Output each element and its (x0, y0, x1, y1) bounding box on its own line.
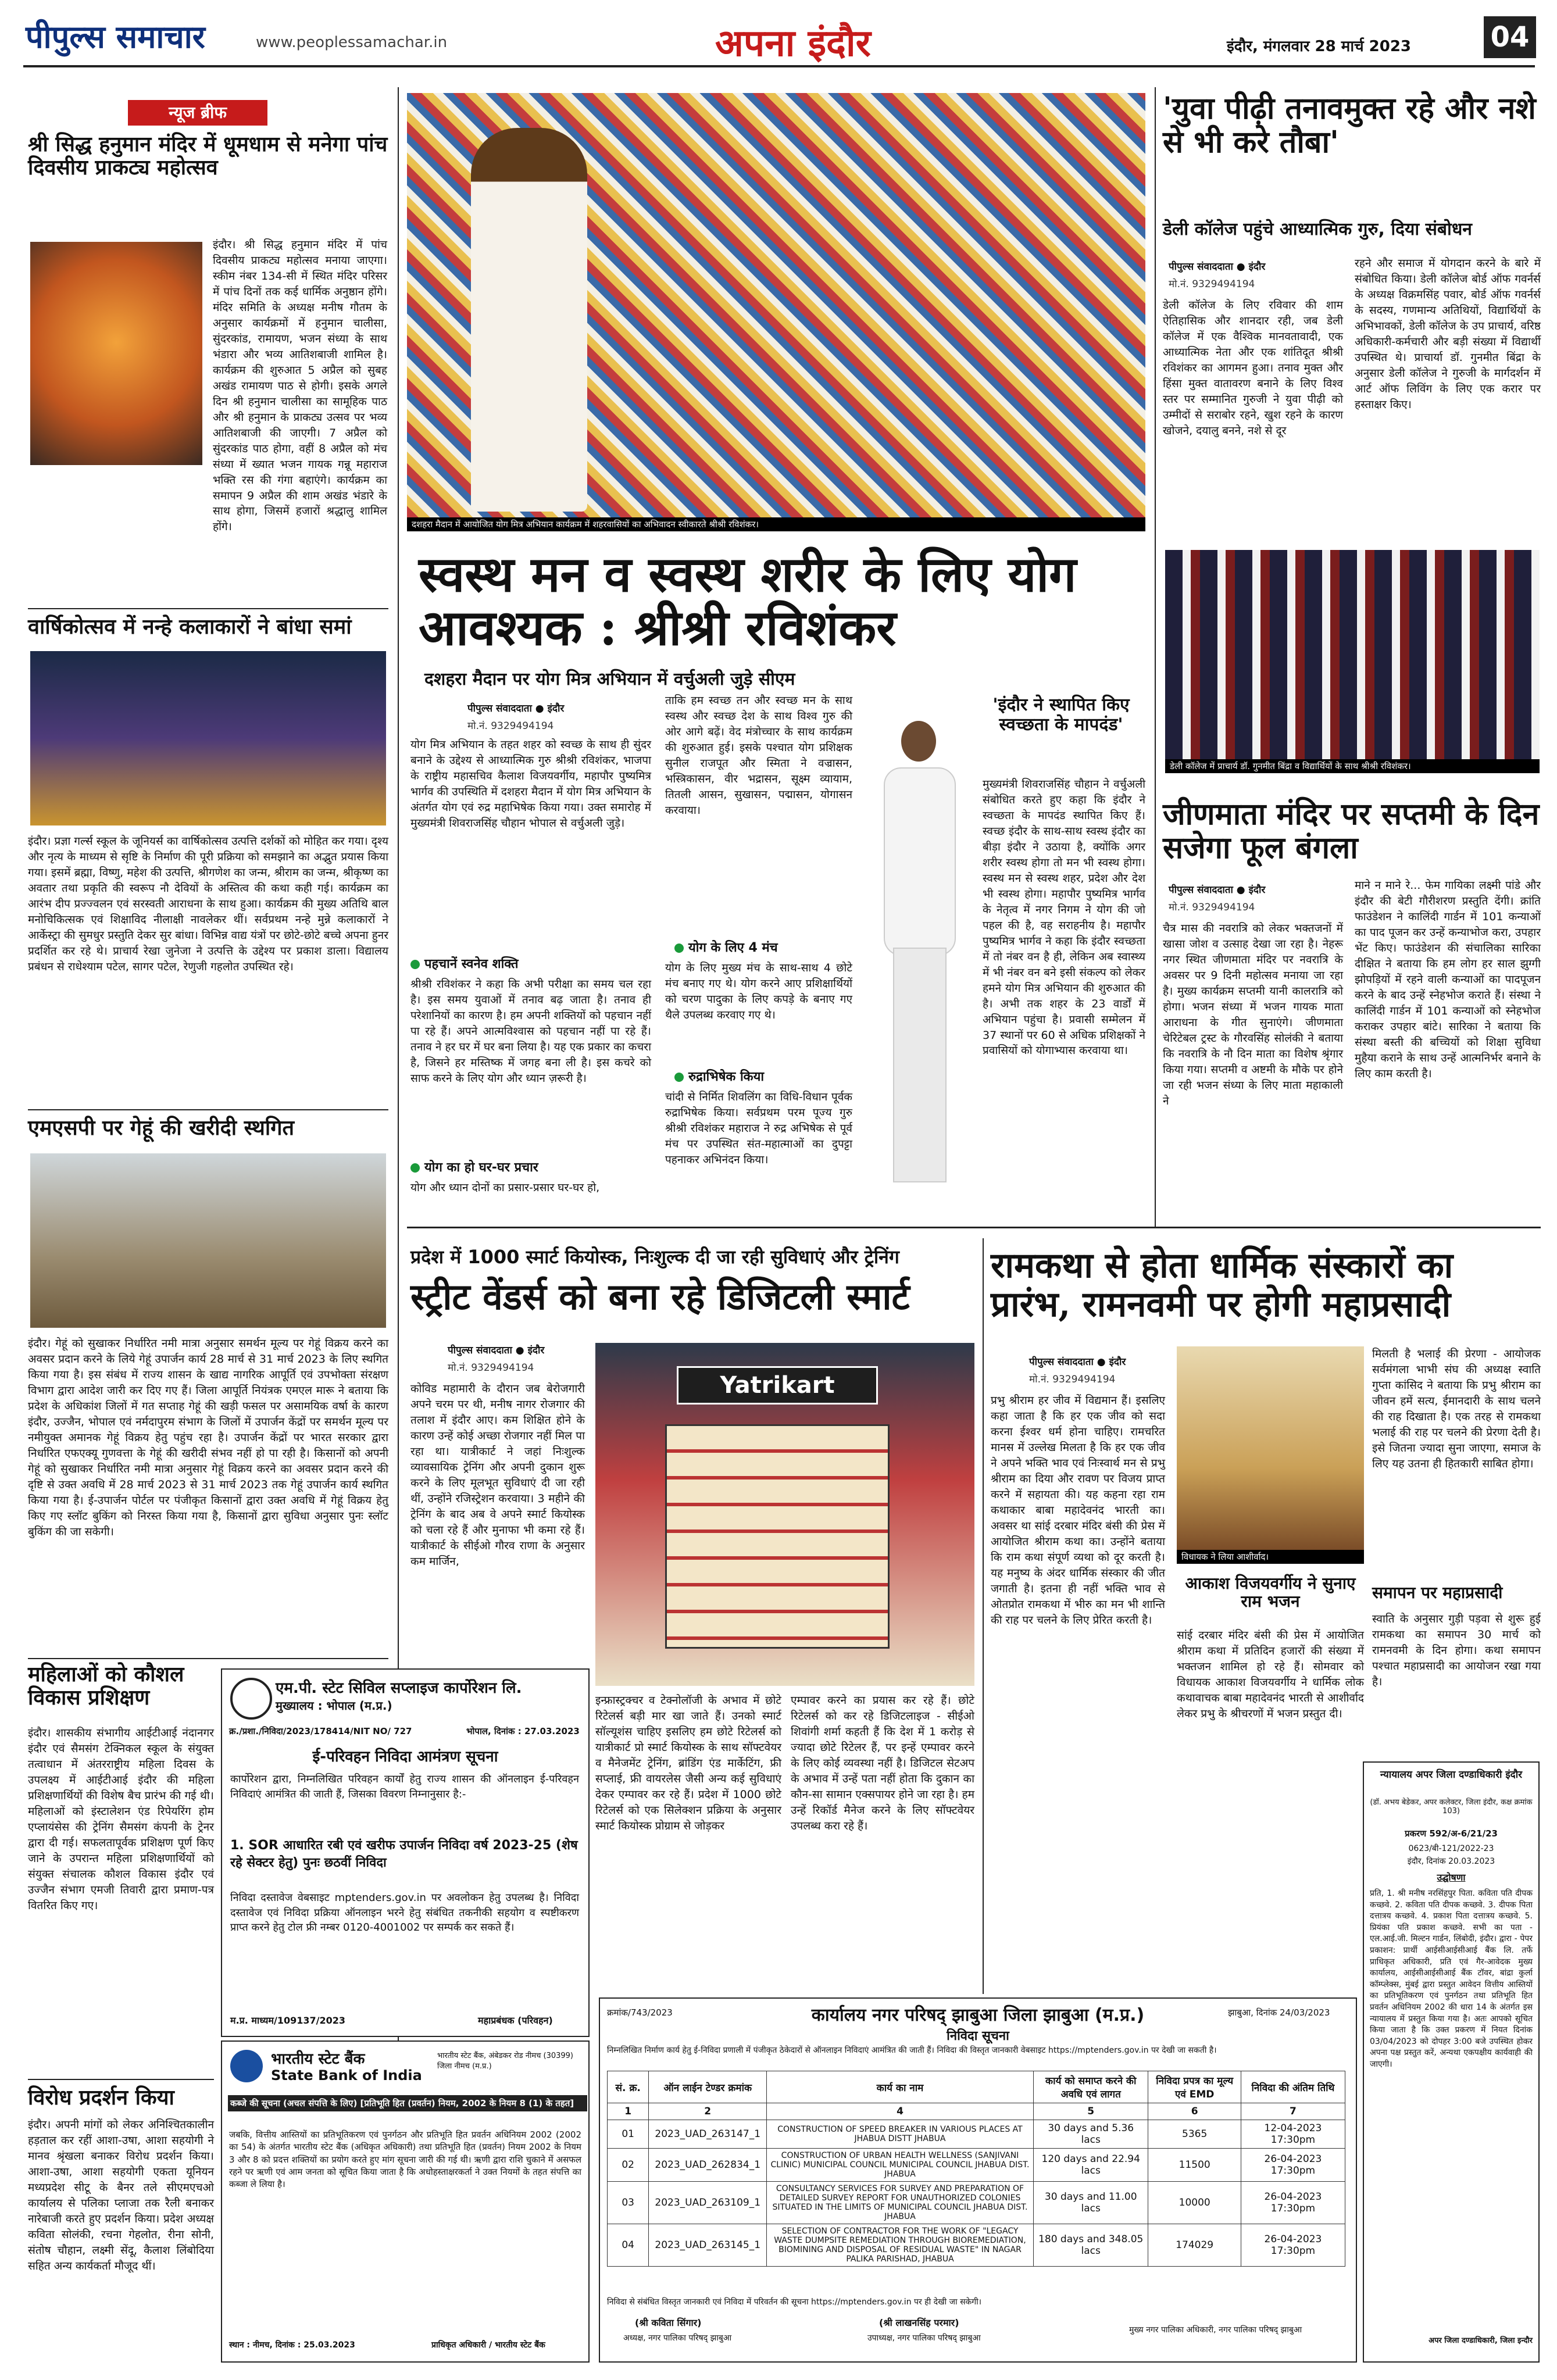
court-case-no: 0623/बी-121/2022-23 (1408, 1844, 1494, 1853)
divider (28, 1658, 388, 1659)
pull-quote: 'इंदौर ने स्थापित किए स्वच्छता के मापदंड' (992, 695, 1130, 735)
court-case: प्रकरण 592/अ-6/21/23 (1405, 1828, 1498, 1839)
ramkatha-byline: पीपुल्स संवाददाता ● इंदौर (1029, 1356, 1126, 1368)
masthead-rule (23, 65, 1535, 67)
page-number: 04 (1484, 16, 1536, 58)
cell-tender: 2023_UAD_263145_1 (649, 2224, 767, 2267)
jhabua-ref: क्रमांक/743/2023 (607, 2007, 673, 2018)
divider (28, 1109, 388, 1110)
court-address: (डॉ. अभय बेडेकर, अपर कलेक्टर, जिला इंदौर, कक्ष क्रमांक 103) (1370, 1798, 1533, 1816)
brief-2-body: इंदौर। प्रज्ञा गर्ल्स स्कूल के जूनियर्स का वार्षिकोत्सव उत्पत्ति दर्शकों को मोहित कर गया। दृश्य और नृत्य के माध्यम से सृष्टि के निर्माण की पूरी प्रक्रिया को समझाने का अद्भुत प्रयास किया गया। इसमें ब्रह्मा, विष्णु, महेश की उत्पत्ति, श्रीगणेश का जन्म, श्रीराम का जन्म, श्रीकृष्ण का अवतार तथा प्रकृति की स्वरूप नौ देवियों के अस्तित्व की कथा कही गई। कार्यक्रम का आरंभ दीप प्रज्ज्वलन एवं सरस्वती आराधना के साथ हुआ। कार्यक्रम की मुख्य अतिथि बाल मनोचिकित्सक एवं शिक्षाविद नीलाक्षी नावलेकर थीं। सर्वप्रथम नन्हे मुन्ने कलाकारों ने आर्केस्ट्रा की सुमधुर प्रस्तुति देकर सुर बांधा। विभिन्न वाद्य यंत्रों पर छोटे-छोटे बच्चे अपना हुनर प्रदर्शित कर रहे थे। प्राचार्य रेखा जुनेजा ने उत्पत्ति के उद्देश्य पर प्रकाश डाला। विद्यालय प्रबंधन से राधेश्याम पटेल, सागर पटेल, रेणुजी गहलोत उपस्थित रहे। (28, 835, 388, 973)
yuva-headline: 'युवा पीढ़ी तनावमुक्त रहे और नशे से भी करे तौबा' (1163, 91, 1536, 160)
jhabua-sign1-name: (श्री कविता सिंगार) (635, 2317, 702, 2328)
divider (28, 2079, 214, 2080)
court-notice-ad (1363, 1761, 1540, 2363)
court-text: प्रति, 1. श्री मनीष नरसिंहपुर पिता. कविता पति दीपक कच्छवे. 2. कविता पति दीपक कच्छवे. 3. दीपक पिता दत्तात्रय कच्छवे. 4. प्रकाश पिता दत्तात्रय कच्छवे. 5. प्रियंका पति प्रकाश कच्छवे. सभी का पता - एल.आई.जी. मिल्टन गार्डन, लिंबोदी, इंदौर। द्वारा - पेपर प्रकाशन: प्रार्थी आईसीआईसीआई बैंक लि. तर्फे प्राधिकृत अधिकारी, प्रति एवं गैर-आवेदक मुख्य कार्यालय, आईसीआईसीआई बैंक टॉवर, बांद्रा कुर्ला कॉम्प्लेक्स, मुंबई द्वारा प्रस्तुत आवेदन वित्तीय आस्तियों का प्रतिभूतिकरण एवं पुनर्गठन तथा प्रतिभूति हित प्रवर्तन अधिनियम 2002 की धारा 14 के अंतर्गत इस न्यायालय में प्रस्तुत किया गया है। अतः आपको सूचित किया जाता है कि उक्त प्रकरण में नियत दिनांक 03/04/2023 को दोपहर 3:00 बजे उपस्थित होकर अपना पक्ष प्रस्तुत करें, अन्यथा एकपक्षीय कार्यवाही की जाएगी। (1370, 1889, 1533, 2069)
lead-sub1 (410, 955, 519, 972)
sbi-footer: स्थान : नीमच, दिनांक : 25.03.2023 (229, 2340, 355, 2350)
cell-sn: 02 (608, 2149, 649, 2182)
lead-sub3-text: योग के लिए 4 मंच (688, 941, 778, 955)
yoga-pose-figure (860, 715, 977, 1192)
col-header: कार्य का नाम (767, 2071, 1034, 2103)
cell-work: CONSTRUCTION OF URBAN HEALTH WELLNESS (SANJIVANI CLINIC) MUNICIPAL COUNCIL MUNICIPAL COUNCIL JHABUA DIST. JHABUA (767, 2149, 1034, 2182)
jeen-col1: चैत्र मास की नवरात्रि को लेकर भक्तजनों में खासा जोश व उत्साह देखा जा रहा है। नेहरू नगर स्थित जीणमाता मंदिर पर नवरात्रि के अवसर पर 9 दिनी महोत्सव मनाया जा रहा है। मुख्य कार्यक्रम सप्तमी यानी कालरात्रि को होगा। भजन संध्या में भजन गायक माता आराधना के गीत सुनाएंगे। जीणमाता चेरिटेबल ट्रस्ट के गौरवसिंह सोलंकी ने बताया कि नवरात्रि के नौ दिन माता का विशेष श्रृंगार किया गया। सप्तमी व अष्टमी के मौके पर होने जा रही भजन संध्या के लिए माता महाकाली ने (1163, 922, 1343, 1107)
mpscsc-footer-right: महाप्रबंधक (परिवहन) (478, 2015, 553, 2026)
col-header: निविदा की अंतिम तिथि (1241, 2071, 1345, 2103)
masthead (0, 0, 1557, 70)
lead-sub2 (410, 1158, 538, 1175)
lead-col3: मुख्यमंत्री शिवराजसिंह चौहान ने वर्चुअली संबोधित करते हुए कहा कि इंदौर ने स्वच्छता के मापदंड स्थापित किए हैं। स्वच्छ इंदौर के साथ-साथ स्वस्थ इंदौर का बीड़ा इंदौर ने उठाया है, क्योंकि अगर शरीर स्वस्थ होगा तो मन भी स्वस्थ होगा। स्वस्थ मन से स्वस्थ शहर, प्रदेश और देश भी स्वस्थ होगा। महापौर पुष्यमित्र भार्गव के नेतृत्व में नगर निगम ने योग की जो पहल की है, वह सराहनीय है। महापौर पुष्यमित्र भार्गव ने कहा कि इंदौर स्वच्छता में तो नंबर वन है ही, लेकिन अब स्वास्थ्य में भी नंबर वन बने इसी संकल्प को लेकर हमने योग मित्र अभियान की शुरुआत की है। अभी तक शहर के 23 वार्डों में अभियान पहुंचा है। प्रवासी सम्मेलन में 37 स्थानों पर 60 से अधिक प्रशिक्षकों ने प्रवासियों को योगाभ्यास करवाया था। (983, 778, 1145, 1057)
mpscsc-text2: निविदा दस्तावेज वेबसाइट mptenders.gov.in पर अवलोकन हेतु उपलब्ध है। निविदा दस्तावेज एवं निविदा प्रक्रिया ऑनलाइन भरने हेतु संबंधित तकनीकी सहयोग व स्पष्टीकरण प्राप्त करने हेतु टोल फ्री नम्बर 0120-4001002 पर सम्पर्क कर सकते हैं। (230, 1892, 579, 1934)
news-brief-label: न्यूज ब्रीफ (128, 100, 267, 126)
cell-date: 26-04-2023 17:30pm (1241, 2224, 1345, 2267)
cell-emd: 10000 (1148, 2182, 1241, 2224)
hanuman-idol-photo (30, 242, 202, 465)
jhabua-tender-ad (599, 1997, 1357, 2363)
sbi-notice-ad (221, 2040, 590, 2363)
cell-date: 26-04-2023 17:30pm (1241, 2182, 1345, 2224)
kiosk-mobile: मो.नं. 9329494194 (448, 1362, 534, 1374)
figure-head (901, 721, 936, 762)
jhabua-table-wrap (607, 2071, 1345, 2267)
kiosk-sign: Yatrikart (677, 1366, 878, 1405)
brief-4-body: इंदौर। शासकीय संभागीय आईटीआई नंदानगर इंदौर एवं सैमसंग टेक्निकल स्कूल के संयुक्त तत्वाधान में अंतरराष्ट्रीय महिला दिवस के उपलक्ष्य में आईटीआई इंदौर की महिला प्रशिक्षणार्थियों की विशेष बैच प्रारंभ की गई थी। महिलाओं को इंस्टालेशन एंड रिपेयरिंग होम एप्लायंसेस की ट्रेनिंग सैमसंग कंपनी के ट्रेनर द्वारा दी गई। सफलतापूर्वक प्रशिक्षण पूर्ण किए जाने के उपरान्त महिला प्रशिक्षणार्थियों को संयुक्त संचालक कौशल विकास इंदौर एवं उज्जैन संभाग एमजी तिवारी द्वारा प्रमाण-पत्र वितरित किए गए। (28, 1727, 214, 1912)
col-header: निविदा प्रपत्र का मूल्य एवं EMD (1148, 2071, 1241, 2103)
lead-mobile: मो.नं. 9329494194 (467, 720, 554, 732)
col-header: कार्य को समाप्त करने की अवधि एवं लागत (1033, 2071, 1148, 2103)
kiosk-col3: एम्पावर करने का प्रयास कर रहे हैं। छोटे रिटेलर्स को कर रहे डिजिटलाइज - सीईओ शिवांगी शर्मा कहती हैं कि देश में 1 करोड़ से ज्यादा छोटे रिटेलर हैं, पर इन्हें एम्पावर करने के लिए कोई व्यवस्था नहीं है। डिजिटल सेटअप के अभाव में उन्हें पता नहीं होता कि दुकान का कौन-सा सामान एक्सपायर होने जा रहा है। हम उन्हें रिकॉर्ड मैनेज करने के लिए सॉफ्टवेयर उपलब्ध करा रहे हैं। (791, 1694, 974, 1832)
brief-5-body: इंदौर। अपनी मांगों को लेकर अनिश्चितकालीन हड़ताल कर रहीं आशा-उषा, आशा सहयोगी ने मानव श्रृंखला बनाकर विरोध प्रदर्शन किया। आशा-उषा, आशा सहयोगी एकता यूनियन मध्यप्रदेश सीटू के बैनर तले सीएमएचओ कार्यालय से पलिका प्लाजा तक रैली बनाकर नारेबाजी करते हुए प्रदर्शन किया। प्रदेश अध्यक्ष कविता सोलंकी, रचना गेहलोत, रीना सोनी, संतोष चौहान, लक्ष्मी सेंदू, कैलाश लिंबोदिया सहित अन्य कार्यकर्ता मौजूद थीं। (28, 2118, 214, 2272)
kiosk-headline: स्ट्रीट वेंडर्स को बना रहे डिजिटली स्मार्ट (410, 1275, 910, 1318)
cell-date: 26-04-2023 17:30pm (1241, 2149, 1345, 2182)
jhabua-intro: निम्नलिखित निर्माण कार्य हेतु ई-निविदा प्रणाली में पंजीकृत ठेकेदारों से ऑनलाइन निविदाएं आमंत्रित की जाती हैं। निविदा की विस्तृत जानकारी वेबसाइट https://mptenders.gov.in पर देखी जा सकती है। (607, 2046, 1217, 2055)
kiosk-byline: पीपुल्स संवाददाता ● इंदौर (448, 1345, 545, 1356)
yuva-mobile: मो.नं. 9329494194 (1169, 278, 1255, 290)
bullet-icon (674, 1073, 684, 1082)
jhabua-sign3-role: मुख्य नगर पालिका अधिकारी, नगर पालिका परिषद् झाबुआ (1129, 2325, 1302, 2335)
lead-col2c: चांदी से निर्मित शिवलिंग का विधि-विधान पूर्वक रुद्राभिषेक किया। सर्वप्रथम परम पूज्य गुरु श्रीश्री रविशंकर महाराज ने रुद्र अभिषेक से पूर्व मंच पर उपस्थित संत-महात्माओं का दुपट्टा पहनाकर अभिनंदन किया। (665, 1091, 852, 1166)
cell-period: 30 days and 5.36 lacs (1033, 2120, 1148, 2149)
jhabua-sign2-name: (श्री लाखनसिंह परमार) (879, 2317, 959, 2328)
table-row (608, 2120, 1345, 2149)
cell-sn: 04 (608, 2224, 649, 2267)
divider (28, 608, 388, 609)
sbi-text: जबकि, वित्तीय आस्तियों का प्रतिभूतिकरण एवं पुनर्गठन और प्रतिभूति हित प्रवर्तन अधिनियम 2002 (2002 का 54) के अंतर्गत भारतीय स्टेट बैंक (अधिकृत अधिकारी) तथा प्रतिभूति हित (प्रवर्तन) नियम 2002 के नियम 3 और 8 को प्रदत्त शक्तियों का प्रयोग करते हुए मांग सूचना जारी की गई थी। ऋणी द्वारा राशि चुकाने में असफल रहने पर ऋणी एवं आम जनता को सूचित किया जाता है कि अधोहस्ताक्षरकर्ता ने उक्त नियमों के तहत संपत्ति का कब्जा ले लिया है। (229, 2129, 581, 2190)
mpscsc-emblem-icon (230, 1678, 272, 1720)
annual-function-photo (30, 651, 386, 826)
lead-sub3 (674, 938, 778, 956)
yuva-col2: रहने और समाज में योगदान करने के बारे में संबोधित किया। डेली कॉलेज बोर्ड ऑफ गवर्नर्स के अध्यक्ष विक्रमसिंह पवार, बोर्ड ऑफ गवर्नर्स के सदस्य, गणमान्य अतिथियों, विद्यार्थियों के अभिभावकों, डेली कॉलेज के उप प्राचार्य, वरिष्ठ अधिकारी-कर्मचारी और बड़ी संख्या में विद्यार्थी उपस्थित थे। प्राचार्या डॉ. गुनमीत बिंद्रा के अनुसार डेली कॉलेज ने गुरुजी के मार्गदर्शन में आर्ट ऑफ लिविंग के लिए एक करार पर हस्ताक्षर किए। (1355, 257, 1541, 411)
wheat-procurement-photo (30, 1153, 386, 1328)
yuva-col1: डेली कॉलेज के लिए रविवार की शाम ऐतिहासिक और शानदार रही, जब डेली कॉलेज में एक वैश्विक मानवतावादी, एक आध्यात्मिक नेता और एक शांतिदूत श्रीश्री रविशंकर का आगमन हुआ। तनाव मुक्त और हिंसा मुक्त वातावरण बनाने के लिए विश्व स्तर पर सम्मानित गुरुजी ने युवा पीढ़ी को उम्मीदों से सराबोर रहने, खुश रहने के कारण खोजने, दयालु बनने, नशे से दूर (1163, 299, 1343, 437)
mla-blessing-photo (1177, 1346, 1364, 1550)
sbi-signatory: प्राधिकृत अधिकारी / भारतीय स्टेट बैंक (431, 2340, 545, 2350)
jhabua-tender-table (607, 2071, 1345, 2267)
column-rule-mid (983, 1238, 984, 1994)
lead-col2b: योग के लिए मुख्य मंच के साथ-साथ 4 छोटे मंच बनाए गए थे। योग करने आए प्रशिक्षार्थियों को चरण पादुका के लिए कपड़े के बनाए गए थैले उपलब्ध करवाए गए थे। (665, 962, 852, 1021)
sbi-name-hi: भारतीय स्टेट बैंक (271, 2050, 365, 2068)
cell-period: 120 days and 22.94 lacs (1033, 2149, 1148, 2182)
jeen-byline: पीपुल्स संवाददाता ● इंदौर (1169, 884, 1266, 896)
lead-byline: पीपुल्स संवाददाता ● इंदौर (467, 703, 565, 714)
cell-tender: 2023_UAD_263109_1 (649, 2182, 767, 2224)
mpscsc-ref: क्र./प्रशा./निविदा/2023/178414/NIT NO/ 727 (229, 1726, 412, 1736)
brief-3-headline: एमएसपी पर गेहूं की खरीदी स्थगित (28, 1116, 294, 1140)
lead-deck: दशहरा मैदान पर योग मित्र अभियान में वर्चुअली जुड़े सीएम (424, 669, 795, 689)
ramkatha-sub2: समापन पर महाप्रसादी (1372, 1583, 1503, 1602)
kiosk-shelves (665, 1424, 890, 1649)
col-number: 2 (649, 2103, 767, 2120)
jeen-headline: जीणमाता मंदिर पर सप्तमी के दिन सजेगा फूल बंगला (1163, 796, 1540, 866)
ramkatha-headline: रामकथा से होता धार्मिक संस्कारों का प्रारंभ, रामनवमी पर होगी महाप्रसादी (991, 1245, 1454, 1325)
yoga-event-photo (407, 93, 1145, 517)
table-row (608, 2149, 1345, 2182)
mpscsc-text: कार्पोरेशन द्वारा, निम्नलिखित परिवहन कार्यों हेतु राज्य शासन की ऑनलाइन ई-परिवहन निविदाएं आमंत्रित की जाती हैं, जिसका विवरण निम्नानुसार है:- (230, 1773, 579, 1800)
brief-3-body: इंदौर। गेहूं को सुखाकर निर्धारित नमी मात्रा अनुसार समर्थन मूल्य पर गेहूं विक्रय करने का अवसर प्रदान करने के लिये गेहूं उपार्जन कार्य 28 मार्च से 31 मार्च 2023 के लिए स्थगित किया गया है। इस संबंध में राज्य शासन के खाद्य नागरिक आपूर्ति एवं उपभोक्ता संरक्षण विभाग द्वारा आदेश जारी कर दिए गए हैं। जिला आपूर्ति नियंत्रक एमएल मारू ने बताया कि प्रदेश के अधिकांश जिलों में गत सप्ताह गेहूं की खड़ी फसल पर असामयिक वर्षा के कारण इंदौर, उज्जैन, भोपाल एवं नर्मदापुरम संभाग के जिलों में उपार्जन केंद्रों पर समर्थन मूल्य पर नमीयुक्त अमानक गेहूं विक्रय हेतु पहुंच रहा है। उपार्जन केंद्रों पर भारत सरकार द्वारा निर्धारित एफएक्यू गुणवत्ता के गेहूं की खरीदी संभव नहीं हो पा रही है। किसानों को अपनी गेहूं को सुखाकर निर्धारित नमी मात्रा अनुसार गेहूं विक्रय करने का अवसर प्रदान करने की दृष्टि से उक्त अवधि में 28 मार्च 2023 से 31 मार्च 2023 तक गेहूं उपार्जन कार्य स्थगित किया गया है। ई-उपार्जन पोर्टल पर पंजीकृत किसानों द्वारा उक्त अवधि में गेहूं विक्रय हेतु किए गए स्लॉट बुकिंग को निरस्त किया गया है, किसानों द्वारा सुविधा अनुसार पुनः स्लॉट बुकिंग की जा सकेगी। (28, 1337, 388, 1538)
ramkatha-col3: मिलती है भलाई की प्रेरणा - आयोजक सर्वमंगला भाभी संघ की अध्यक्ष स्वाति गुप्ता कांसिद ने बताया कि प्रभु श्रीराम का जीवन हमें सत्य, ईमानदारी के साथ चलने की राह दिखाता है। एक तरह से रामकथा भलाई की राह पर चलने की प्रेरणा देती है। इसे जितना ज्यादा सुना जाएगा, समाज के लिए यह उतना ही हितकारी साबित होगा। (1372, 1348, 1541, 1470)
column-rule-right (1155, 87, 1156, 1227)
mpscsc-date: भोपाल, दिनांक : 27.03.2023 (466, 1726, 580, 1736)
section-rule (407, 1227, 1541, 1228)
mpscsc-item: 1. SOR आधारित रबी एवं खरीफ उपार्जन निविदा वर्ष 2023-25 (शेष रहे सेक्टर हेतु) पुनः छठवीं निविदा (230, 1838, 578, 1870)
sbi-name-en: State Bank of India (271, 2067, 422, 2084)
court-title2: उद्घोषणा (1437, 1872, 1466, 1883)
brief-2-headline: वार्षिकोत्सव में नन्हे कलाकारों ने बांधा समां (28, 614, 352, 639)
cell-period: 30 days and 11.00 lacs (1033, 2182, 1148, 2224)
cell-tender: 2023_UAD_263147_1 (649, 2120, 767, 2149)
lead-col1b: श्रीश्री रविशंकर ने कहा कि अभी परीक्षा का समय चल रहा है। इस समय युवाओं में तनाव बढ़ जाता है। तनाव ही परेशानियों का कारण है। हम अपनी शक्तियों को पहचान नहीं पा रहे हैं। अपने आत्मविश्वास को पहचान नहीं पा रहे हैं। तनाव ने हर घर में घर बना लिया है। यह एक प्रकार का कचरा है, जिसने हर मस्तिष्क में जगह बना ली है। इस कचरे को साफ करने के लिए योग और ध्यान ज़रूरी है। (410, 978, 651, 1085)
lead-col1: योग मित्र अभियान के तहत शहर को स्वच्छ के साथ ही सुंदर बनाने के उद्देश्य से आध्यात्मिक गुरु श्रीश्री रविशंकर, भाजपा के राष्ट्रीय महासचिव कैलाश विजयवर्गीय, महापौर पुष्यमित्र भार्गव की उपस्थिति में दशहरा मैदान में योग मित्र अभियान के अंतर्गत योग एवं रुद्र महाभिषेक किया गया। उक्त समारोह में मुख्यमंत्री शिवराजसिंह चौहान भोपाल से वर्चुअली जुड़े। (410, 738, 651, 830)
court-date: इंदौर, दिनांक 20.03.2023 (1407, 1857, 1495, 1866)
cell-date: 12-04-2023 17:30pm (1241, 2120, 1345, 2149)
col-number: 6 (1148, 2103, 1241, 2120)
lead-col1c: योग और ध्यान दोनों का प्रसार-प्रसार घर-घर हो, (410, 1181, 600, 1194)
table-number-row (608, 2103, 1345, 2120)
guru-figure (471, 128, 587, 512)
dateline: इंदौर, मंगलवार 28 मार्च 2023 (1227, 38, 1411, 55)
mpscsc-hq: मुख्यालय : भोपाल (म.प्र.) (276, 1699, 392, 1713)
lead-sub1-text: पहचानें स्वनेव शक्ति (424, 957, 519, 971)
ramkatha-sub1: आकाश विजयवर्गीय ने सुनाए राम भजन (1185, 1574, 1356, 1611)
sbi-logo-icon (230, 2050, 263, 2082)
kiosk-col2: इन्फ्रास्ट्रक्चर व टेक्नोलॉजी के अभाव में छोटे रिटेलर्स बड़ी मार खा जाते हैं। उनको स्मार्ट सॉल्यूशंस चाहिए इसलिए हम छोटे रिटेलर्स को यात्रीकार्ट प्रो स्मार्ट कियोस्क के साथ सॉफ्टवेयर व मैनेजमेंट ट्रेनिंग, ब्रांडिंग एंड मार्केटिंग, फ्री सप्लाई, फ्री वायरलेस जैसी अन्य कई सुविधाएं देकर एम्पावर कर रहे हैं। प्रदेश में 1000 छोटे रिटेलर्स को एक सिलेक्शन प्रक्रिया के अनुसार स्मार्ट कियोस्क प्रोग्राम से जोड़कर (595, 1694, 781, 1832)
jeen-mobile: मो.नं. 9329494194 (1169, 902, 1255, 913)
daly-college-photo (1165, 550, 1540, 759)
yoga-photo-caption: दशहरा मैदान में आयोजित योग मित्र अभियान कार्यक्रम में शहरवासियों का अभिवादन स्वीकारते श्रीश्री रविशंकर। (407, 517, 1145, 531)
mpscsc-footer-left: म.प्र. माध्यम/109137/2023 (230, 2015, 345, 2026)
jhabua-date: झाबुआ, दिनांक 24/03/2023 (1228, 2007, 1330, 2018)
bullet-icon (410, 960, 420, 969)
lead-col2: ताकि हम स्वच्छ तन और स्वच्छ मन के साथ स्वस्थ और स्वच्छ देश के साथ विश्व गुरु की ओर आगे बढ़ें। वेद मंत्रोच्चार के साथ कार्यक्रम की शुरुआत हुई। इसके पश्चात योग प्रशिक्षक सुनील राजपूत और स्मिता ने वज्रासन, भस्त्रिकासन, वीर भद्रासन, सूक्ष्म व्यायाम, तितली आसन, सुखासन, पद्मासन, योगासन करवाया। (665, 694, 852, 817)
col-header: ऑन लाईन टेण्डर क्रमांक (649, 2071, 767, 2103)
lead-sub2-text: योग का हो घर-घर प्रचार (424, 1160, 538, 1175)
sbi-title: कब्जे की सूचना (अचल संपत्ति के लिए) [प्रतिभूति हित (प्रवर्तन) नियम, 2002 के नियम 8 (1) के तहत] (228, 2095, 587, 2111)
ramkatha-mobile: मो.नं. 9329494194 (1029, 1374, 1116, 1385)
mla-photo-caption: विधायक ने लिया आशीर्वाद। (1177, 1550, 1364, 1564)
figure-body (884, 767, 956, 956)
lead-headline: स्वस्थ मन व स्वस्थ शरीर के लिए योग आवश्यक : श्रीश्री रविशंकर (419, 545, 1077, 657)
mpscsc-title: ई-परिवहन निविदा आमंत्रण सूचना (312, 1748, 498, 1766)
bullet-icon (410, 1163, 420, 1173)
ramkatha-col1: प्रभु श्रीराम हर जीव में विद्यमान हैं। इसलिए कहा जाता है कि हर एक जीव को सदा करना ईश्वर धर्म होना चाहिए। रामचरित मानस में उल्लेख मिलता है कि हर एक जीव ने अपने भक्ति भाव एवं निःस्वार्थ मन से प्रभु श्रीराम का दिया और रावण पर विजय प्राप्त करने में सहायता की। यह कहना रहा राम कथाकार बाबा महादेवनंद भारती का। अवसर था सांई दरबार मंदिर बंसी की प्रेस में आयोजित श्रीराम कथा का। उन्होंने बताया कि राम कथा संपूर्ण व्यथा को दूर करती है। यह मनुष्य के अंदर धार्मिक संस्कार की जीत जगाती है। इतना ही नहीं भक्ति भाव से ओतप्रोत रामकथा में भीरु का मन भी शान्ति की राह पर चलने के लिए प्रेरित करती है। (991, 1394, 1165, 1627)
paper-name: पीपुल्स समाचार (26, 18, 205, 55)
jhabua-note: निविदा से संबंधित विस्तृत जानकारी एवं निविदा में परिवर्तन की सूचना https://mptenders.gov.in पर ही देखी जा सकेगी। (607, 2297, 982, 2307)
ramkatha-col4: स्वाति के अनुसार गुड़ी पड़वा से शुरू हुई रामकथा का समापन 30 मार्च को रामनवमी के दिन होगा। कथा समापन पश्चात महाप्रसादी का आयोजन रखा गया है। (1372, 1613, 1541, 1688)
cell-emd: 174029 (1148, 2224, 1241, 2267)
kiosk-col1: कोविड महामारी के दौरान जब बेरोजगारी अपने चरम पर थी, मनीष नागर रोजगार की तलाश में इंदौर आए। कम शिक्षित होने के कारण उन्हें कोई अच्छा रोजगार नहीं मिल पा रहा था। यात्रीकार्ट ने जहां निःशुल्क व्यावसायिक ट्रेनिंग और अपनी दुकान शुरू करने के लिए मूलभूत सुविधाएं दी जा रही थीं, उन्होंने रजिस्ट्रेशन करवाया। 3 महीने की ट्रेनिंग के बाद अब वे अपने स्मार्ट कियोस्क को चला रहे हैं और मुनाफा भी कमा रहे हैं। यात्रीकार्ट के सीईओ गौरव राणा के अनुसार कम मार्जिन, (410, 1382, 585, 1568)
brief-1-headline: श्री सिद्ध हनुमान मंदिर में धूमधाम से मनेगा पांच दिवसीय प्राकट्य महोत्सव (28, 132, 388, 180)
section-title: अपना इंदौर (715, 22, 871, 65)
brief-4-headline: महिलाओं को कौशल विकास प्रशिक्षण (28, 1662, 184, 1710)
jhabua-subtitle: निविदा सूचना (947, 2029, 1009, 2043)
brief-1-body: इंदौर। श्री सिद्ध हनुमान मंदिर में पांच दिवसीय प्राकट्य महोत्सव मनाया जाएगा। स्कीम नंबर 134-सी में स्थित मंदिर परिसर में पांच दिनों तक कई धार्मिक अनुष्ठान होंगे। मंदिर समिति के अध्यक्ष मनीष गौतम के अनुसार कार्यक्रमों में हनुमान चालीसा, सुंदरकांड, रामायण, भजन संध्या के साथ भंडारा और भव्य आतिशबाजी शामिल है। कार्यक्रम की शुरुआत 5 अप्रैल को सुबह अखंड रामायण पाठ से होगी। इसके अगले दिन श्री हनुमान चालीसा का सामूहिक पाठ और श्री हनुमान के प्राकट्य उत्सव पर भव्य आतिशबाजी की जाएगी। 7 अप्रैल को सुंदरकांड पाठ होगा, वहीं 8 अप्रैल को मंच संध्या में ख्यात भजन गायक गन्नू महाराज भक्ति रस की गंगा बहाएंगे। कार्यक्रम का समापन 9 अप्रैल की शाम अखंड भंडारे के साथ होगा, जिसमें हजारों श्रद्धालु शामिल होंगे। (213, 238, 387, 534)
court-title: न्यायालय अपर जिला दण्डाधिकारी इंदौर (1380, 1769, 1523, 1781)
court-signatory: अपर जिला दण्डाधिकारी, जिला इन्दौर (1429, 2336, 1533, 2345)
cell-sn: 03 (608, 2182, 649, 2224)
cell-emd: 11500 (1148, 2149, 1241, 2182)
cell-work: SELECTION OF CONTRACTOR FOR THE WORK OF "LEGACY WASTE DUMPSITE REMEDIATION THROUGH BIOREMEDIATION, BIOMINING AND DISPOSAL OF RESIDUAL WASTE" IN NAGAR PALIKA PARISHAD, JHABUA (767, 2224, 1034, 2267)
col-number: 4 (767, 2103, 1034, 2120)
table-row (608, 2224, 1345, 2267)
cell-work: CONSULTANCY SERVICES FOR SURVEY AND PREPARATION OF DETAILED SURVEY REPORT FOR UNAUTHORIZED COLONIES SITUATED IN THE LIMITS OF MUNICIPAL COUNCIL JHABUA DIST. JHABUA (767, 2182, 1034, 2224)
col-header: सं. क्र. (608, 2071, 649, 2103)
bullet-icon (674, 944, 684, 953)
website[interactable]: www.peoplessamachar.in (256, 34, 448, 51)
ramkatha-col2: सांई दरबार मंदिर बंसी की प्रेस में आयोजित श्रीराम कथा में प्रतिदिन हजारों की संख्या में भक्तजन शामिल हो रहे हैं। सोमवार को विधायक आकाश विजयवर्गीय ने धार्मिक लोक कथावाचक बाबा महादेवनंद भारती से आशीर्वाद लेकर प्रभु के श्रीचरणों में भजन प्रस्तुत दी। (1177, 1629, 1364, 1720)
cell-sn: 01 (608, 2120, 649, 2149)
lead-sub4 (674, 1067, 764, 1085)
table-header-row (608, 2071, 1345, 2103)
kiosk-photo (595, 1343, 974, 1686)
masthead-logo (26, 10, 235, 57)
jhabua-sign2-role: उपाध्यक्ष, नगर पालिका परिषद् झाबुआ (867, 2333, 981, 2343)
mpscsc-tender-ad (221, 1668, 590, 2037)
yuva-byline: पीपुल्स संवाददाता ● इंदौर (1169, 261, 1266, 273)
mpscsc-org: एम.पी. स्टेट सिविल सप्लाइज कार्पोरेशन लि. (276, 1679, 522, 1697)
cell-tender: 2023_UAD_262834_1 (649, 2149, 767, 2182)
col-number: 7 (1241, 2103, 1345, 2120)
jhabua-title: कार्यालय नगर परिषद् झाबुआ जिला झाबुआ (म.प्र.) (811, 2005, 1145, 2025)
yuva-deck: डेली कॉलेज पहुंचे आध्यात्मिक गुरु, दिया संबोधन (1163, 219, 1472, 240)
jhabua-sign1-role: अध्यक्ष, नगर पालिका परिषद् झाबुआ (623, 2333, 732, 2343)
cell-period: 180 days and 348.05 lacs (1033, 2224, 1148, 2267)
table-row (608, 2182, 1345, 2224)
brief-5-headline: विरोध प्रदर्शन किया (28, 2085, 174, 2110)
figure-legs (893, 948, 947, 1182)
daly-college-caption: डेली कॉलेज में प्राचार्य डॉ. गुनमीत बिंद्रा व विद्यार्थियों के साथ श्रीश्री रविशंकर। (1165, 759, 1540, 773)
jeen-col2: माने न माने रे... फेम गायिका लक्ष्मी पांडे और इंदौर की बेटी गौरीशरण प्रस्तुति देंगी। क्रांति फाउंडेशन ने कालिंदी गार्डन में 101 कन्याओं का पाद पूजन कर उन्हें कन्याभोज करा, उपहार भेंट किए। फाउंडेशन की संचालिका सारिका दीक्षित ने बताया कि हम लोग हर साल झुग्गी झोपड़ियों में रहने वाली कन्याओं का पादपूजन करने के बाद उन्हें स्नेहभोज कराते हैं। संस्था ने कालिंदी गार्डन में 101 कन्याओं को स्नेहभोज कराकर उपहार बांटे। सारिका ने बताया कि संस्था बस्ती की बच्चियों को शिक्षा सुविधा मुहैया कराने के साथ उन्हें आत्मनिर्भर बनाने के लिए काम करती है। (1355, 879, 1541, 1080)
col-number: 1 (608, 2103, 649, 2120)
col-number: 5 (1033, 2103, 1148, 2120)
kiosk-overline: प्रदेश में 1000 स्मार्ट कियोस्क, निःशुल्क दी जा रही सुविधाएं और ट्रेनिंग (410, 1246, 899, 1268)
cell-emd: 5365 (1148, 2120, 1241, 2149)
sbi-branch: भारतीय स्टेट बैंक, अंबेडकर रोड नीमच (30399) जिला नीमच (म.प्र.) (437, 2052, 573, 2071)
lead-sub4-text: रुद्राभिषेक किया (688, 1070, 765, 1084)
cell-work: CONSTRUCTION OF SPEED BREAKER IN VARIOUS PLACES AT JHABUA DISTT JHABUA (767, 2120, 1034, 2149)
